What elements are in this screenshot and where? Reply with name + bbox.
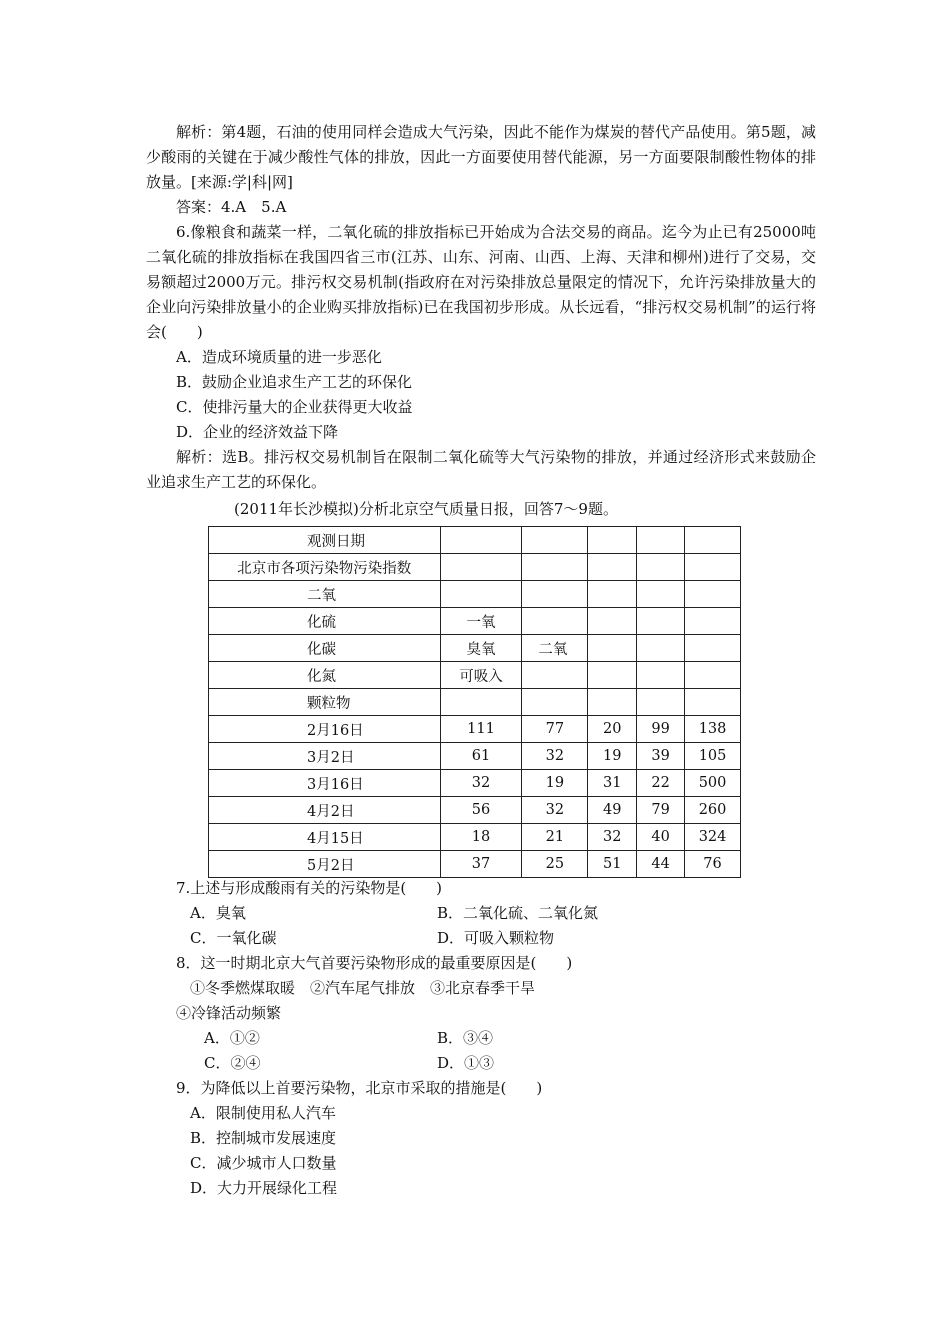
cell-value: 18 <box>440 824 522 851</box>
q6-option-a: A．造成环境质量的进一步恶化 <box>176 348 382 366</box>
cell-value: 99 <box>637 716 685 743</box>
q9-option-b: B．控制城市发展速度 <box>190 1129 337 1147</box>
q8-reasons-line2: ④冷锋活动频繁 <box>176 1004 282 1022</box>
row-date: 2月16日 <box>209 716 441 743</box>
cell-value: 56 <box>440 797 522 824</box>
cell-value: 20 <box>588 716 637 743</box>
header-label: 颗粒物 <box>209 689 441 716</box>
table-row <box>209 716 741 743</box>
cell-value: 76 <box>685 851 741 878</box>
row-date: 4月2日 <box>209 797 441 824</box>
cell-value: 39 <box>637 743 685 770</box>
table-row <box>209 581 741 608</box>
row-date: 5月2日 <box>209 851 441 878</box>
q6-option-d: D．企业的经济效益下降 <box>176 423 339 441</box>
cell-value: 25 <box>522 851 588 878</box>
header-pollution-index: 北京市各项污染物污染指数 <box>209 554 441 581</box>
q7-option-a: A．臭氧 <box>190 904 246 922</box>
cell-value: 138 <box>685 716 741 743</box>
question-9-stem: 9．为降低以上首要污染物，北京市采取的措施是( ) <box>176 1079 543 1097</box>
answer-q4-q5: 答案：4.A 5.A <box>176 198 287 216</box>
table-row <box>209 662 741 689</box>
header-label: 臭氧 <box>440 635 522 662</box>
cell-value: 44 <box>637 851 685 878</box>
q8-option-b: B．③④ <box>437 1029 494 1047</box>
header-label: 二氧 <box>209 581 441 608</box>
table-row <box>209 743 741 770</box>
cell-value: 32 <box>522 797 588 824</box>
cell-value: 32 <box>440 770 522 797</box>
table-row <box>209 851 741 878</box>
cell-value: 51 <box>588 851 637 878</box>
question-7-stem: 7.上述与形成酸雨有关的污染物是( ) <box>176 879 443 897</box>
air-quality-table <box>208 526 741 878</box>
cell-value: 40 <box>637 824 685 851</box>
row-date: 3月16日 <box>209 770 441 797</box>
cell-value: 79 <box>637 797 685 824</box>
q6-option-c: C．使排污量大的企业获得更大收益 <box>176 398 413 416</box>
cell-value: 19 <box>522 770 588 797</box>
table-row <box>209 797 741 824</box>
cell-value: 19 <box>588 743 637 770</box>
row-date: 4月15日 <box>209 824 441 851</box>
cell-value: 49 <box>588 797 637 824</box>
question-6-stem: 6.像粮食和蔬菜一样，二氧化硫的排放指标已开始成为合法交易的商品。迄今为止已有25000吨二氧化硫的排放指标在我国四省三市(江苏、山东、河南、山西、上海、天津和柳州)进行了交易，交易额超过2000万元。排污权交易机制(指政府在对污染排放总量限定的情况下，允许污染排放量大的企业向污染排放量小的企业购买排放指标)已在我国初步形成。从长远看，“排污权交易机制”的运行将会( ) <box>146 223 816 341</box>
cell-value: 22 <box>637 770 685 797</box>
header-label: 一氧 <box>440 608 522 635</box>
q8-option-c: C．②④ <box>204 1054 261 1072</box>
row-date: 3月2日 <box>209 743 441 770</box>
cell-value: 77 <box>522 716 588 743</box>
q7-option-b: B．二氧化硫、二氧化氮 <box>437 904 599 922</box>
table-row <box>209 554 741 581</box>
q9-option-c: C．减少城市人口数量 <box>190 1154 337 1172</box>
header-label: 二氧 <box>522 635 588 662</box>
q8-reasons-line1: ①冬季燃煤取暖 ②汽车尾气排放 ③北京春季干旱 <box>190 979 536 997</box>
cell-value: 61 <box>440 743 522 770</box>
analysis-q4-q5: 解析：第4题，石油的使用同样会造成大气污染，因此不能作为煤炭的替代产品使用。第5题，减少酸雨的关键在于减少酸性气体的排放，因此一方面要使用替代能源，另一方面要限制酸性物体的排放量。[来源:学|科|网] <box>146 123 816 191</box>
cell-value: 32 <box>522 743 588 770</box>
table-intro: (2011年长沙模拟)分析北京空气质量日报，回答7～9题。 <box>234 500 618 518</box>
cell-value: 105 <box>685 743 741 770</box>
cell-value: 31 <box>588 770 637 797</box>
q6-analysis: 解析：选B。排污权交易机制旨在限制二氧化硫等大气污染物的排放，并通过经济形式来鼓励企业追求生产工艺的环保化。 <box>146 448 816 491</box>
table-row <box>209 824 741 851</box>
table-row <box>209 635 741 662</box>
cell-value: 324 <box>685 824 741 851</box>
table-row <box>209 770 741 797</box>
q7-option-c: C．一氧化碳 <box>190 929 277 947</box>
q9-option-a: A．限制使用私人汽车 <box>190 1104 336 1122</box>
q9-option-d: D．大力开展绿化工程 <box>190 1179 338 1197</box>
header-label: 化氮 <box>209 662 441 689</box>
q8-option-a: A．①② <box>204 1029 260 1047</box>
header-label: 可吸入 <box>440 662 522 689</box>
cell-value: 21 <box>522 824 588 851</box>
cell-value: 500 <box>685 770 741 797</box>
q6-option-b: B．鼓励企业追求生产工艺的环保化 <box>176 373 413 391</box>
cell-value: 32 <box>588 824 637 851</box>
question-8-stem: 8．这一时期北京大气首要污染物形成的最重要原因是( ) <box>176 954 573 972</box>
cell-value: 37 <box>440 851 522 878</box>
table-row <box>209 608 741 635</box>
q8-option-d: D．①③ <box>437 1054 495 1072</box>
q7-option-d: D．可吸入颗粒物 <box>437 929 555 947</box>
cell-value: 111 <box>440 716 522 743</box>
table-row <box>209 689 741 716</box>
header-label: 化硫 <box>209 608 441 635</box>
header-label: 化碳 <box>209 635 441 662</box>
cell-value: 260 <box>685 797 741 824</box>
table-row <box>209 527 741 554</box>
header-date: 观测日期 <box>209 527 441 554</box>
